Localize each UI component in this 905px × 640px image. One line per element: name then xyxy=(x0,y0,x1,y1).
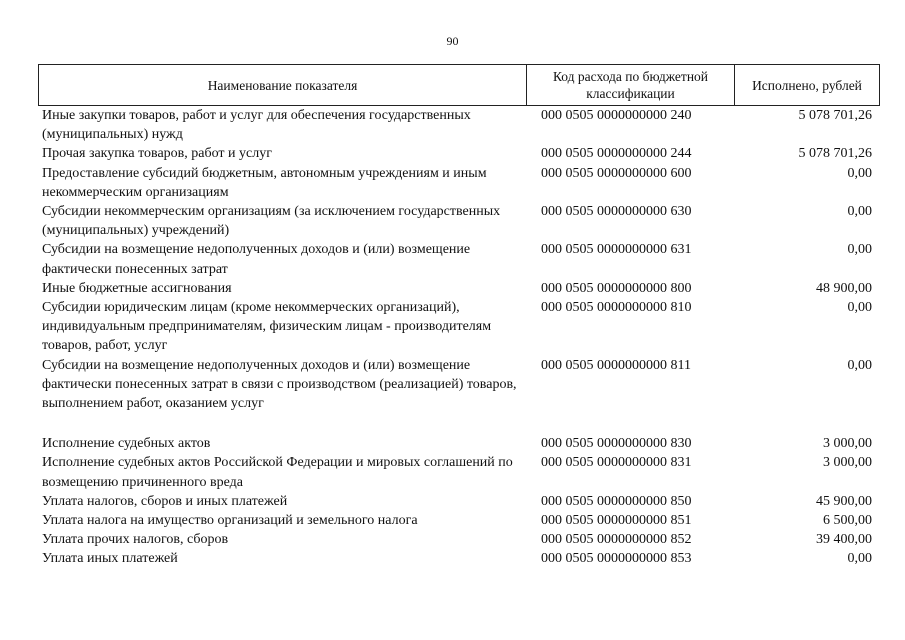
budget-code: 000 0505 0000000000 800 xyxy=(541,280,692,296)
budget-code: 000 0505 0000000000 853 xyxy=(541,551,692,567)
executed-amount: 39 400,00 xyxy=(816,532,872,548)
table-row xyxy=(38,298,880,356)
indicator-name: Уплата прочих налогов, сборов xyxy=(42,532,229,548)
indicator-name: Прочая закупка товаров, работ и услуг xyxy=(42,146,272,162)
table-row xyxy=(38,434,880,453)
indicator-name: Исполнение судебных актов Российской Федерации и мировых соглашений по возмещению причиненного вреда xyxy=(42,455,513,490)
table-row xyxy=(38,279,880,298)
row-spacer xyxy=(38,413,880,434)
page-number: 90 xyxy=(446,34,459,48)
executed-amount: 6 500,00 xyxy=(823,513,872,529)
executed-amount: 0,00 xyxy=(847,204,872,220)
table-row xyxy=(38,240,880,278)
executed-amount: 0,00 xyxy=(847,300,872,316)
table-row xyxy=(38,164,880,202)
executed-amount: 0,00 xyxy=(847,357,872,373)
budget-code: 000 0505 0000000000 810 xyxy=(541,300,692,316)
indicator-name: Субсидии некоммерческим организациям (за исключением государственных (муниципальных) учреждений) xyxy=(42,204,501,239)
indicator-name: Предоставление субсидий бюджетным, автономным учреждениям и иным некоммерческим организациям xyxy=(42,165,487,200)
budget-code: 000 0505 0000000000 811 xyxy=(541,357,691,373)
budget-code: 000 0505 0000000000 244 xyxy=(541,146,692,162)
table-row xyxy=(38,356,880,414)
indicator-name: Субсидии на возмещение недополученных доходов и (или) возмещение фактически понесенных затрат xyxy=(42,242,471,277)
budget-code: 000 0505 0000000000 600 xyxy=(541,165,692,181)
executed-amount: 3 000,00 xyxy=(823,455,872,471)
executed-amount: 48 900,00 xyxy=(816,280,872,296)
executed-amount: 0,00 xyxy=(847,551,872,567)
column-header-executed: Исполнено, рублей xyxy=(752,77,862,93)
table-row xyxy=(38,453,880,491)
table-row xyxy=(38,202,880,240)
column-header-code: Код расхода по бюджетной классификации xyxy=(527,65,735,105)
table-header xyxy=(38,64,880,106)
budget-code: 000 0505 0000000000 240 xyxy=(541,108,692,123)
budget-code: 000 0505 0000000000 851 xyxy=(541,513,692,529)
budget-code: 000 0505 0000000000 630 xyxy=(541,204,692,220)
indicator-name: Субсидии юридическим лицам (кроме некоммерческих организаций), индивидуальным предпринимателям, физическим лицам - производителям товаров, работ, услуг xyxy=(42,300,492,354)
indicator-name: Уплата иных платежей xyxy=(42,551,178,567)
executed-amount: 3 000,00 xyxy=(823,436,872,452)
executed-amount: 5 078 701,26 xyxy=(798,108,872,123)
table-row xyxy=(38,144,880,163)
indicator-name: Исполнение судебных актов xyxy=(42,436,211,452)
indicator-name: Иные бюджетные ассигнования xyxy=(42,280,232,296)
executed-amount: 0,00 xyxy=(847,165,872,181)
table-row xyxy=(38,106,880,144)
table-row xyxy=(38,530,880,549)
indicator-name: Иные закупки товаров, работ и услуг для обеспечения государственных (муниципальных) нужд xyxy=(42,108,471,143)
table-row xyxy=(38,492,880,511)
budget-code: 000 0505 0000000000 831 xyxy=(541,455,692,471)
indicator-name: Уплата налога на имущество организаций и земельного налога xyxy=(42,513,418,529)
budget-code: 000 0505 0000000000 631 xyxy=(541,242,692,258)
executed-amount: 45 900,00 xyxy=(816,493,872,509)
budget-code: 000 0505 0000000000 852 xyxy=(541,532,692,548)
budget-code: 000 0505 0000000000 830 xyxy=(541,436,692,452)
table-row xyxy=(38,549,880,568)
column-header-name: Наименование показателя xyxy=(39,65,527,105)
indicator-name: Уплата налогов, сборов и иных платежей xyxy=(42,493,288,509)
budget-code: 000 0505 0000000000 850 xyxy=(541,493,692,509)
table-row xyxy=(38,511,880,530)
indicator-name: Субсидии на возмещение недополученных доходов и (или) возмещение фактически понесенных затрат в связи с производством (реализацией) товаров, выполнением работ, оказанием услуг xyxy=(42,357,517,412)
table-body xyxy=(38,106,880,569)
executed-amount: 0,00 xyxy=(847,242,872,258)
executed-amount: 5 078 701,26 xyxy=(798,146,872,162)
